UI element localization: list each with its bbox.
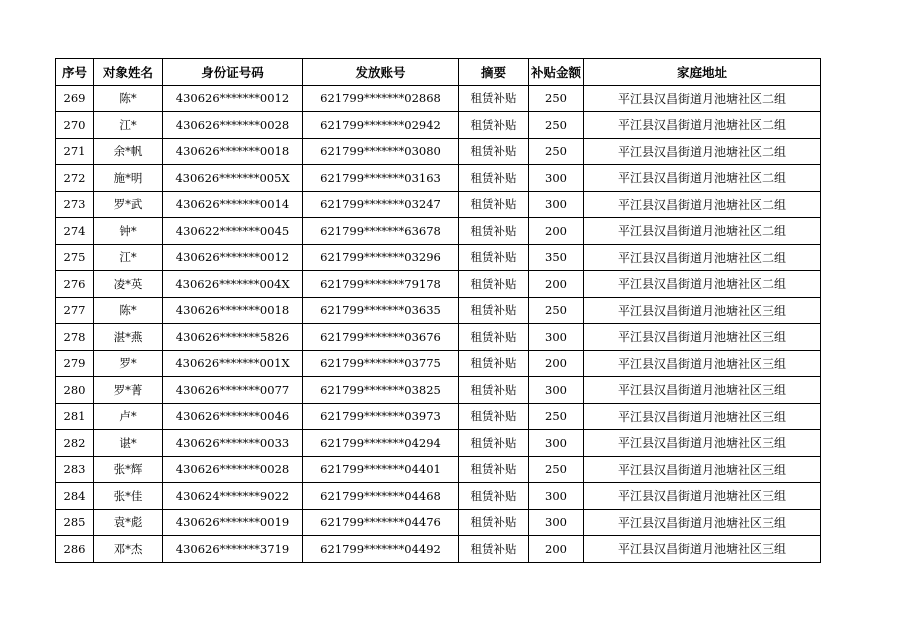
cell-id-number: 430626*******0014: [163, 191, 303, 218]
cell-serial: 270: [56, 112, 94, 139]
cell-account: 621799*******02868: [303, 85, 459, 112]
cell-name: 施*明: [94, 165, 163, 192]
cell-account: 621799*******03163: [303, 165, 459, 192]
cell-summary: 租赁补贴: [459, 138, 529, 165]
cell-summary: 租赁补贴: [459, 165, 529, 192]
cell-amount: 250: [529, 112, 584, 139]
cell-name: 陈*: [94, 85, 163, 112]
cell-account: 621799*******04476: [303, 509, 459, 536]
table-row: [56, 456, 821, 483]
cell-address: 平江县汉昌街道月池塘社区三组: [584, 297, 821, 324]
cell-address: 平江县汉昌街道月池塘社区二组: [584, 138, 821, 165]
cell-name: 谌*: [94, 430, 163, 457]
cell-name: 张*辉: [94, 456, 163, 483]
cell-name: 余*帆: [94, 138, 163, 165]
table-row: [56, 165, 821, 192]
table-row: [56, 191, 821, 218]
cell-serial: 284: [56, 483, 94, 510]
cell-serial: 279: [56, 350, 94, 377]
header-amount: 补贴金额: [529, 59, 584, 86]
cell-account: 621799*******04492: [303, 536, 459, 563]
cell-account: 621799*******03080: [303, 138, 459, 165]
table-row: [56, 297, 821, 324]
cell-summary: 租赁补贴: [459, 297, 529, 324]
cell-account: 621799*******04294: [303, 430, 459, 457]
cell-account: 621799*******03296: [303, 244, 459, 271]
table-row: [56, 509, 821, 536]
cell-amount: 300: [529, 483, 584, 510]
cell-id-number: 430626*******004X: [163, 271, 303, 298]
cell-amount: 200: [529, 350, 584, 377]
cell-serial: 276: [56, 271, 94, 298]
cell-id-number: 430626*******0012: [163, 244, 303, 271]
cell-name: 凌*英: [94, 271, 163, 298]
cell-id-number: 430626*******0018: [163, 297, 303, 324]
cell-serial: 277: [56, 297, 94, 324]
table-row: [56, 112, 821, 139]
cell-summary: 租赁补贴: [459, 377, 529, 404]
cell-serial: 282: [56, 430, 94, 457]
cell-serial: 272: [56, 165, 94, 192]
header-account: 发放账号: [303, 59, 459, 86]
table-row: [56, 350, 821, 377]
header-summary: 摘要: [459, 59, 529, 86]
cell-amount: 300: [529, 165, 584, 192]
cell-serial: 269: [56, 85, 94, 112]
cell-address: 平江县汉昌街道月池塘社区二组: [584, 191, 821, 218]
cell-summary: 租赁补贴: [459, 483, 529, 510]
cell-amount: 300: [529, 324, 584, 351]
cell-name: 陈*: [94, 297, 163, 324]
cell-address: 平江县汉昌街道月池塘社区三组: [584, 483, 821, 510]
cell-id-number: 430626*******0028: [163, 112, 303, 139]
cell-summary: 租赁补贴: [459, 85, 529, 112]
table-row: [56, 430, 821, 457]
cell-id-number: 430626*******0046: [163, 403, 303, 430]
cell-address: 平江县汉昌街道月池塘社区三组: [584, 377, 821, 404]
cell-id-number: 430626*******3719: [163, 536, 303, 563]
table-row: [56, 324, 821, 351]
cell-id-number: 430626*******0077: [163, 377, 303, 404]
cell-summary: 租赁补贴: [459, 271, 529, 298]
cell-summary: 租赁补贴: [459, 244, 529, 271]
table-row: [56, 218, 821, 245]
table-row: [56, 271, 821, 298]
cell-summary: 租赁补贴: [459, 509, 529, 536]
cell-address: 平江县汉昌街道月池塘社区二组: [584, 112, 821, 139]
cell-account: 621799*******04401: [303, 456, 459, 483]
cell-address: 平江县汉昌街道月池塘社区三组: [584, 430, 821, 457]
cell-amount: 200: [529, 218, 584, 245]
cell-id-number: 430626*******0019: [163, 509, 303, 536]
cell-summary: 租赁补贴: [459, 403, 529, 430]
cell-address: 平江县汉昌街道月池塘社区三组: [584, 509, 821, 536]
cell-serial: 278: [56, 324, 94, 351]
cell-serial: 280: [56, 377, 94, 404]
cell-name: 袁*彪: [94, 509, 163, 536]
table-row: [56, 244, 821, 271]
header-name: 对象姓名: [94, 59, 163, 86]
cell-address: 平江县汉昌街道月池塘社区三组: [584, 350, 821, 377]
cell-serial: 286: [56, 536, 94, 563]
cell-address: 平江县汉昌街道月池塘社区二组: [584, 85, 821, 112]
cell-amount: 350: [529, 244, 584, 271]
cell-address: 平江县汉昌街道月池塘社区三组: [584, 403, 821, 430]
cell-amount: 250: [529, 456, 584, 483]
cell-summary: 租赁补贴: [459, 218, 529, 245]
cell-account: 621799*******63678: [303, 218, 459, 245]
cell-amount: 200: [529, 536, 584, 563]
cell-account: 621799*******03676: [303, 324, 459, 351]
cell-amount: 300: [529, 191, 584, 218]
cell-serial: 271: [56, 138, 94, 165]
table-row: [56, 85, 821, 112]
table-row: [56, 403, 821, 430]
cell-id-number: 430626*******0018: [163, 138, 303, 165]
cell-summary: 租赁补贴: [459, 350, 529, 377]
cell-name: 罗*菁: [94, 377, 163, 404]
subsidy-sheet: [55, 58, 821, 563]
header-serial: 序号: [56, 59, 94, 86]
cell-serial: 275: [56, 244, 94, 271]
cell-account: 621799*******04468: [303, 483, 459, 510]
cell-amount: 250: [529, 138, 584, 165]
cell-id-number: 430626*******5826: [163, 324, 303, 351]
cell-address: 平江县汉昌街道月池塘社区二组: [584, 218, 821, 245]
cell-amount: 250: [529, 85, 584, 112]
subsidy-table: [55, 58, 821, 563]
cell-name: 钟*: [94, 218, 163, 245]
cell-serial: 274: [56, 218, 94, 245]
cell-id-number: 430624*******9022: [163, 483, 303, 510]
cell-address: 平江县汉昌街道月池塘社区三组: [584, 324, 821, 351]
cell-summary: 租赁补贴: [459, 324, 529, 351]
cell-amount: 250: [529, 297, 584, 324]
cell-id-number: 430626*******0033: [163, 430, 303, 457]
table-row: [56, 138, 821, 165]
cell-name: 张*佳: [94, 483, 163, 510]
cell-account: 621799*******03775: [303, 350, 459, 377]
cell-account: 621799*******79178: [303, 271, 459, 298]
cell-address: 平江县汉昌街道月池塘社区三组: [584, 456, 821, 483]
cell-name: 卢*: [94, 403, 163, 430]
cell-summary: 租赁补贴: [459, 430, 529, 457]
cell-serial: 285: [56, 509, 94, 536]
cell-amount: 250: [529, 403, 584, 430]
cell-summary: 租赁补贴: [459, 456, 529, 483]
cell-id-number: 430626*******001X: [163, 350, 303, 377]
cell-id-number: 430626*******0028: [163, 456, 303, 483]
cell-name: 邓*杰: [94, 536, 163, 563]
cell-account: 621799*******03635: [303, 297, 459, 324]
cell-serial: 283: [56, 456, 94, 483]
cell-summary: 租赁补贴: [459, 112, 529, 139]
cell-name: 罗*: [94, 350, 163, 377]
table-body: [56, 85, 821, 562]
header-row: [56, 59, 821, 86]
table-row: [56, 536, 821, 563]
cell-summary: 租赁补贴: [459, 536, 529, 563]
cell-account: 621799*******03973: [303, 403, 459, 430]
cell-amount: 200: [529, 271, 584, 298]
cell-account: 621799*******03825: [303, 377, 459, 404]
cell-id-number: 430626*******005X: [163, 165, 303, 192]
cell-serial: 273: [56, 191, 94, 218]
cell-amount: 300: [529, 430, 584, 457]
cell-summary: 租赁补贴: [459, 191, 529, 218]
header-id-number: 身份证号码: [163, 59, 303, 86]
cell-id-number: 430626*******0012: [163, 85, 303, 112]
cell-address: 平江县汉昌街道月池塘社区二组: [584, 165, 821, 192]
table-row: [56, 483, 821, 510]
header-address: 家庭地址: [584, 59, 821, 86]
cell-amount: 300: [529, 509, 584, 536]
cell-id-number: 430622*******0045: [163, 218, 303, 245]
cell-address: 平江县汉昌街道月池塘社区二组: [584, 244, 821, 271]
cell-name: 江*: [94, 112, 163, 139]
cell-name: 湛*燕: [94, 324, 163, 351]
cell-name: 罗*武: [94, 191, 163, 218]
cell-account: 621799*******02942: [303, 112, 459, 139]
cell-name: 江*: [94, 244, 163, 271]
cell-address: 平江县汉昌街道月池塘社区二组: [584, 271, 821, 298]
cell-amount: 300: [529, 377, 584, 404]
table-row: [56, 377, 821, 404]
cell-serial: 281: [56, 403, 94, 430]
cell-address: 平江县汉昌街道月池塘社区三组: [584, 536, 821, 563]
cell-account: 621799*******03247: [303, 191, 459, 218]
